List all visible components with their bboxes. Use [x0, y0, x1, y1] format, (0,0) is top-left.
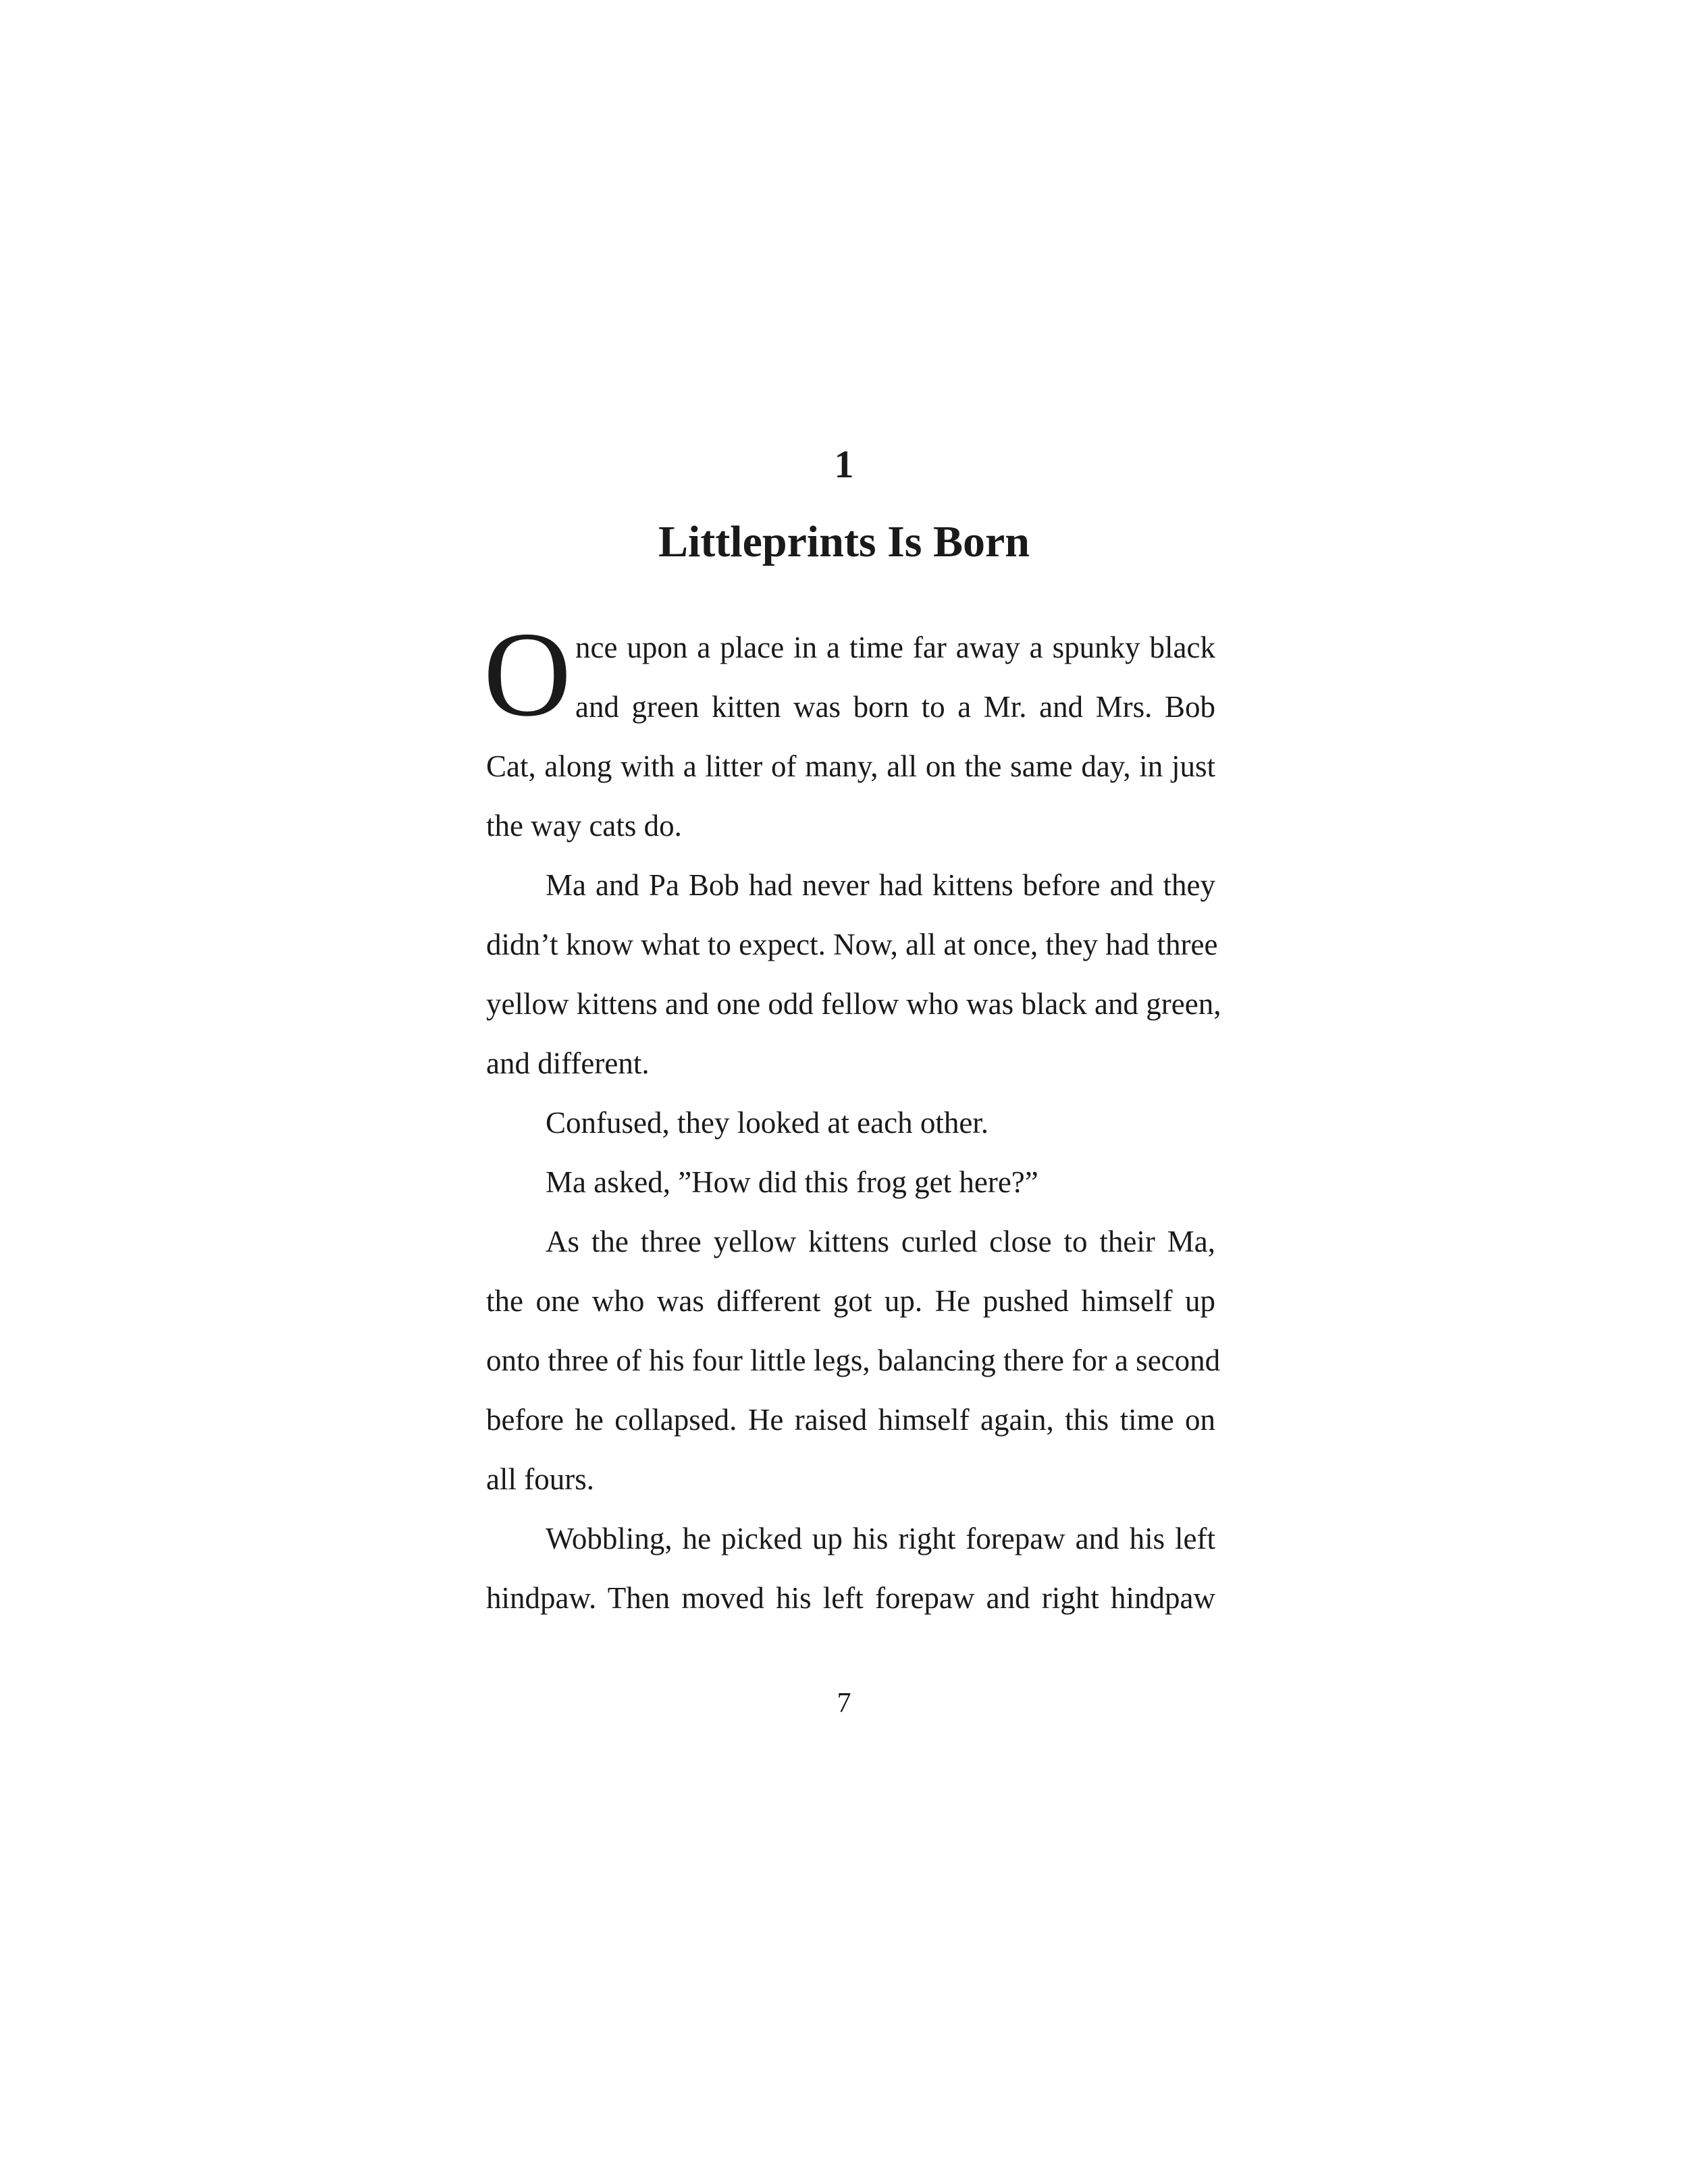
page-number: 7: [837, 1688, 851, 1719]
text-line: and green kitten was born to a Mr. and Mrs. Bob: [575, 690, 1215, 724]
text-line: all fours.: [486, 1462, 594, 1496]
chapter-title: Littleprints Is Born: [658, 517, 1030, 566]
text-line: before he collapsed. He raised himself again, this time on: [486, 1403, 1215, 1437]
text-line: As the three yellow kittens curled close to their Ma,: [546, 1225, 1215, 1258]
text-line: hindpaw. Then moved his left forepaw and right hindpaw: [486, 1581, 1215, 1615]
text-line: the one who was different got up. He pushed himself up: [486, 1284, 1215, 1318]
text-line: Cat, along with a litter of many, all on the same day, in just: [486, 749, 1215, 783]
text-line: nce upon a place in a time far away a spunky black: [575, 631, 1215, 664]
chapter-number: 1: [834, 442, 854, 486]
text-line: Wobbling, he picked up his right forepaw and his left: [546, 1522, 1215, 1555]
text-line: didn’t know what to expect. Now, all at once, they had three: [486, 928, 1218, 961]
text-line: yellow kittens and one odd fellow who was black and green,: [486, 987, 1221, 1021]
text-line: Ma asked, ”How did this frog get here?”: [546, 1165, 1038, 1199]
text-line: Confused, they looked at each other.: [546, 1106, 989, 1140]
text-line: Ma and Pa Bob had never had kittens before and they: [546, 868, 1215, 902]
text-line: onto three of his four little legs, balancing there for a second: [486, 1343, 1221, 1377]
text-line: and different.: [486, 1046, 650, 1080]
text-line: the way cats do.: [486, 809, 682, 843]
drop-cap: O: [483, 607, 571, 741]
chapter-body: [483, 607, 1221, 1628]
